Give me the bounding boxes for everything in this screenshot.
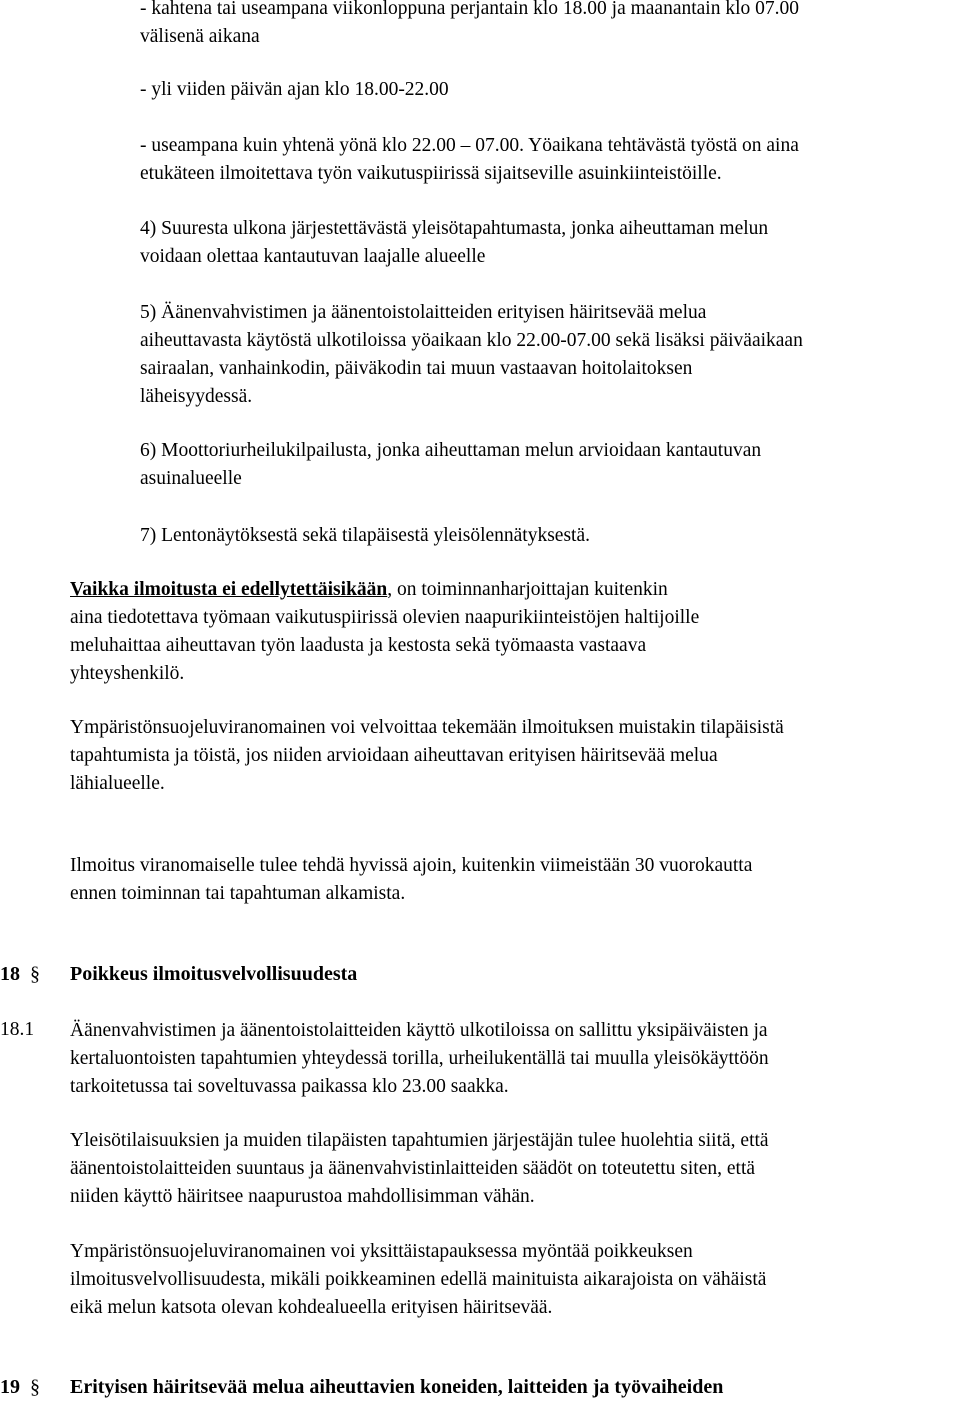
item-4: 4) Suuresta ulkona järjestettävästä yleisötapahtumasta, jonka aiheuttaman melun voidaan olettaa kantautuvan laajalle alueelle [140, 218, 769, 267]
section-18-title: Poikkeus ilmoitusvelvollisuudesta [70, 963, 358, 985]
organizer-paragraph: Yleisötilaisuuksien ja muiden tilapäisten tapahtumien järjestäjän tulee huolehtia siitä, että äänentoistolaitteiden suuntaus ja äänenvahvistinlaitteiden säädöt on toteutettu siten, että niiden käyttö häiritsee naapurustoa mahdollisimman vähän. [70, 1130, 769, 1207]
section-19-number: 19 [0, 1376, 20, 1398]
list-item-weekend: - kahtena tai useampana viikonloppuna perjantain klo 18.00 ja maanantain klo 07.00 välisenä aikana [140, 0, 800, 47]
notice-emphasis: Vaikka ilmoitusta ei edellytettäisikään [70, 579, 388, 600]
item-6: 6) Moottoriurheilukilpailusta, jonka aiheuttaman melun arvioidaan kantautuvan asuinalueelle [140, 440, 762, 489]
item-5: 5) Äänenvahvistimen ja äänentoistolaitteiden erityisen häiritsevää melua aiheuttavasta käytöstä ulkotiloissa yöaikaan klo 22.00-07.00 sekä lisäksi päiväaikaan sairaalan, vanhainkodin, päiväkodin tai muun vastaavan hoitolaitoksen läheisyydessä. [140, 302, 803, 407]
authority-paragraph: Ympäristönsuojeluviranomainen voi velvoittaa tekemään ilmoituksen muistakin tilapäisistä tapahtumista ja töistä, jos niiden arvioidaan aiheuttavan erityisen häiritsevää melua lähialueelle. [70, 717, 784, 794]
list-item-five-days: - yli viiden päivän ajan klo 18.00-22.00 [140, 79, 449, 100]
section-19-mark: § [30, 1376, 40, 1398]
subsection-18-1-number: 18.1 [0, 1019, 35, 1040]
deadline-paragraph: Ilmoitus viranomaiselle tulee tehdä hyvissä ajoin, kuitenkin viimeistään 30 vuorokautta ennen toiminnan tai tapahtuman alkamista. [70, 855, 753, 904]
section-18-mark: § [30, 963, 40, 985]
item-7: 7) Lentonäytöksestä sekä tilapäisestä yleisölennätyksestä. [140, 525, 590, 546]
section-18-number: 18 [0, 963, 20, 985]
notice-paragraph: Vaikka ilmoitusta ei edellytettäisikään, on toiminnanharjoittajan kuitenkin aina tiedotettava työmaan vaikutuspiirissä olevien naapurikiinteistöjen haltijoille meluhaittaa aiheuttavan työn laadusta ja kestosta sekä työmaasta vastaava yhteyshenkilö. [70, 579, 700, 684]
list-item-night: - useampana kuin yhtenä yönä klo 22.00 – 07.00. Yöaikana tehtävästä työstä on aina etukäteen ilmoitettava työn vaikutuspiirissä sijaitseville asuinkiinteistöille. [140, 135, 799, 184]
section-19-title: Erityisen häiritsevää melua aiheuttavien koneiden, laitteiden ja työvaiheiden [70, 1376, 724, 1398]
subsection-18-1-text: Äänenvahvistimen ja äänentoistolaitteiden käyttö ulkotiloissa on sallittu yksipäiväisten ja kertaluontoisten tapahtumien yhteydessä torilla, urheilukentällä tai muulla yleisökäyttöön tarkoitetussa tai soveltuvassa paikassa klo 23.00 saakka. [70, 1020, 769, 1097]
exception-paragraph: Ympäristönsuojeluviranomainen voi yksittäistapauksessa myöntää poikkeuksen ilmoitusvelvollisuudesta, mikäli poikkeaminen edellä mainituista aikarajoista on vähäistä eikä melun katsota olevan kohdealueella erityisen häiritsevää. [70, 1241, 767, 1318]
